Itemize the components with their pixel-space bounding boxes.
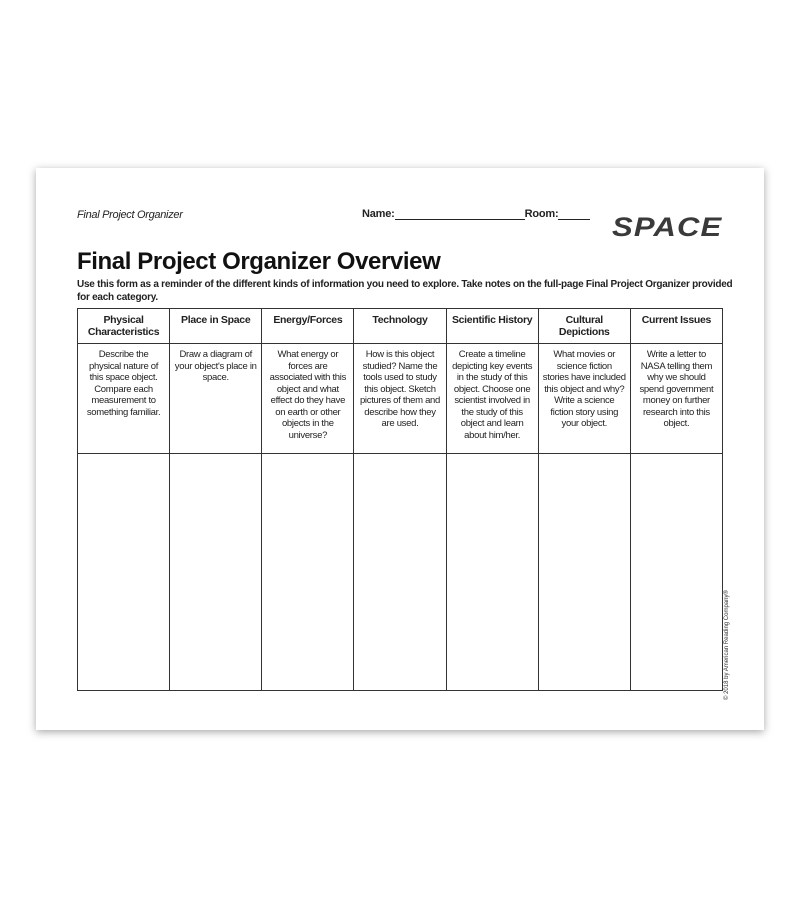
space-logo: SPACE bbox=[612, 212, 723, 242]
copyright: © 2018 by American Reading Company® bbox=[724, 590, 730, 700]
page-title: Final Project Organizer Overview bbox=[77, 248, 441, 275]
organizer-table bbox=[77, 308, 723, 691]
notes-row bbox=[78, 454, 723, 691]
column-instruction: What movies or science fiction stories have included this object and why? Write a science fiction story using your object. bbox=[538, 344, 630, 454]
header-row bbox=[78, 309, 723, 344]
column-heading: Current Issues bbox=[630, 309, 722, 344]
column-instruction: Create a timeline depicting key events in the study of this object. Choose one scientist involved in the study of this object and learn about him/her. bbox=[446, 344, 538, 454]
column-instruction: Draw a diagram of your object's place in space. bbox=[170, 344, 262, 454]
notes-cell[interactable] bbox=[354, 454, 446, 691]
notes-cell[interactable] bbox=[78, 454, 170, 691]
column-heading: Scientific History bbox=[446, 309, 538, 344]
column-heading: Technology bbox=[354, 309, 446, 344]
notes-cell[interactable] bbox=[262, 454, 354, 691]
name-field[interactable] bbox=[395, 209, 525, 220]
column-heading: Energy/Forces bbox=[262, 309, 354, 344]
column-instruction: What energy or forces are associated with this object and what effect do they have on earth or other objects in the universe? bbox=[262, 344, 354, 454]
name-room-fields bbox=[362, 208, 590, 220]
room-label: Room: bbox=[524, 208, 559, 220]
column-instruction: How is this object studied? Name the tools used to study this object. Sketch pictures of them and describe how they are used. bbox=[354, 344, 446, 454]
intro-text: Use this form as a reminder of the different kinds of information you need to explore. Take notes on the full-page Final Project Organizer provided for each category. bbox=[77, 279, 733, 303]
worksheet-page bbox=[36, 168, 764, 730]
notes-cell[interactable] bbox=[538, 454, 630, 691]
column-heading: Cultural Depictions bbox=[538, 309, 630, 344]
header-label: Final Project Organizer bbox=[77, 209, 183, 221]
notes-cell[interactable] bbox=[630, 454, 722, 691]
column-heading: Physical Characteristics bbox=[78, 309, 170, 344]
room-field[interactable] bbox=[558, 209, 590, 220]
instruction-row bbox=[78, 344, 723, 454]
column-heading: Place in Space bbox=[170, 309, 262, 344]
column-instruction: Write a letter to NASA telling them why we should spend government money on further research into this object. bbox=[630, 344, 722, 454]
name-label: Name: bbox=[362, 208, 395, 220]
notes-cell[interactable] bbox=[170, 454, 262, 691]
notes-cell[interactable] bbox=[446, 454, 538, 691]
column-instruction: Describe the physical nature of this space object. Compare each measurement to something familiar. bbox=[78, 344, 170, 454]
